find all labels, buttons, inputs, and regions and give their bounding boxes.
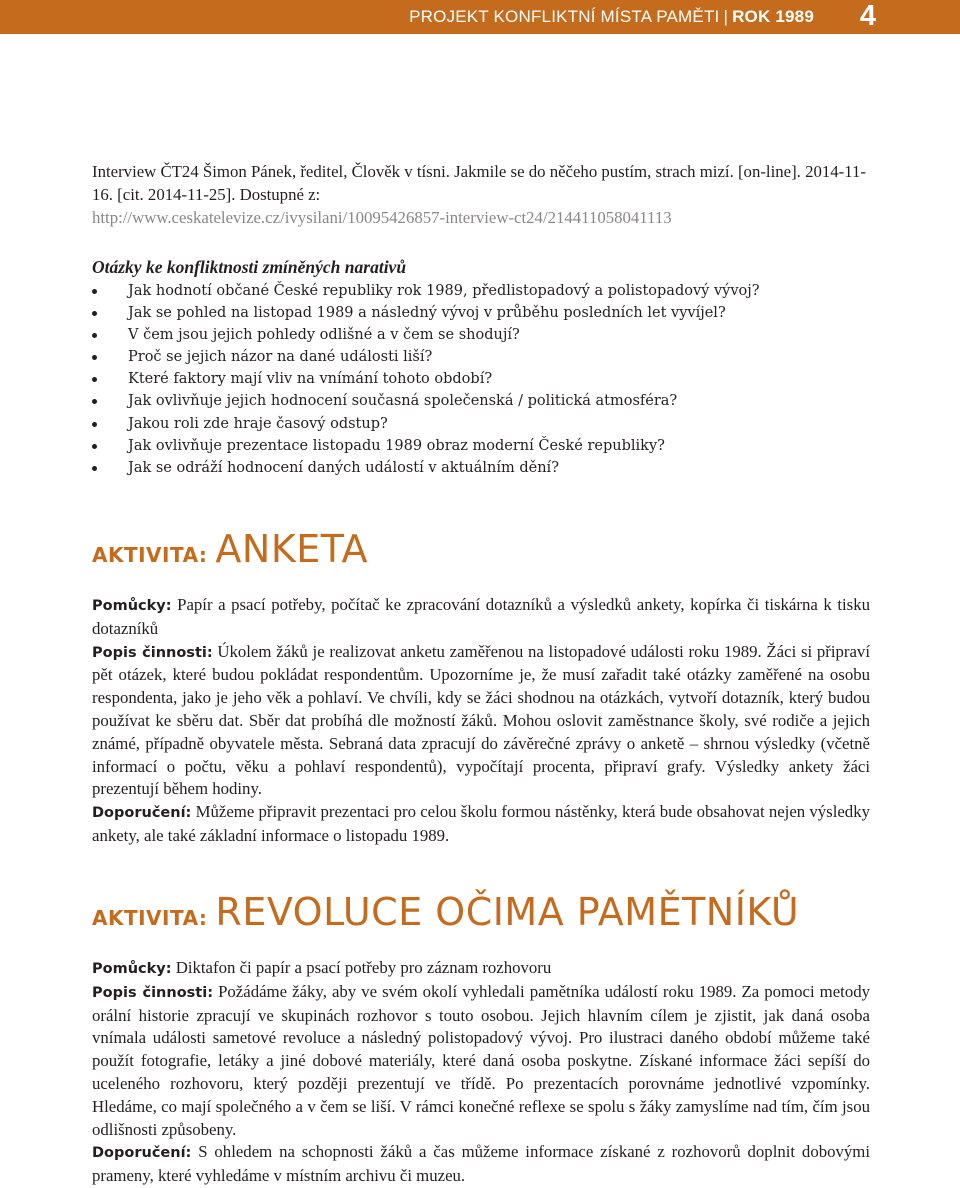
list-item: Jak se odráží hodnocení daných událostí v aktuálním dění? [92,457,870,479]
header-title [409,7,814,27]
activity-revoluce-heading [92,890,799,934]
page-number: 4 [859,0,876,32]
reference-text: Interview ČT24 Šimon Pánek, ředitel, Člověk v tísni. Jakmile se do něčeho pustím, strach mizí. [on-line]. 2014-11-16. [cit. 2014-11-25]. Dostupné z: [92,162,866,204]
doporuceni-text: Můžeme připravit prezentaci pro celou školu formou nástěnky, která bude obsahovat nejen výsledky ankety, ale také základní informace o listopadu 1989. [92,802,870,845]
reference-link[interactable]: http://www.ceskatelevize.cz/ivysilani/10095426857-interview-ct24/214411058041113 [92,208,672,227]
popis-paragraph [92,981,870,1142]
list-item: Které faktory mají vliv na vnímání tohoto období? [92,368,870,390]
reference-citation [92,160,870,229]
doporuceni-text: S ohledem na schopnosti žáků a čas můžeme informace získané z rozhovorů doplnit dobovými prameny, které vyhledáme v místním archivu či muzeu. [92,1142,870,1186]
activity-title: REVOLUCE OČIMA PAMĚTNÍKŮ [215,890,800,934]
page-header [0,0,960,34]
popis-text: Požádáme žáky, aby ve svém okolí vyhledali pamětníka událostí roku 1989. Za pomoci metody orální historie zpracují ve skupinách rozhovor s touto osobou. Jejich hlavním cílem je zjistit, jak daná osoba vnímala události sametové revoluce a následný polistopadový vývoj. Pro ilustraci daného období můžeme také použít fotografie, letáky a jiné dobové materiály, které daná osoba poskytne. Získané informace žáci sepíší do uceleného rozhovoru, který později prezentují ve třídě. Po prezentacích porovnáme jednotlivé vzpomínky. Hledáme, co mají společného a v čem se liší. V rámci konečné reflexe se spolu s žáky zamyslíme nad tím, čím jsou odlišnosti způsobeny. [92,981,871,1139]
header-separator: | [723,7,729,26]
header-year: ROK 1989 [732,7,814,26]
activity-anketa-heading [92,527,368,571]
pomucky-text: Diktafon či papír a psací potřeby pro záznam rozhovoru [175,958,552,977]
list-item: V čem jsou jejich pohledy odlišné a v čem se shodují? [92,324,870,346]
questions-heading: Otázky ke konfliktnosti zmíněných narativů [92,257,407,277]
questions-list [92,280,870,479]
doporuceni-paragraph [92,801,870,848]
activity-revoluce-body [92,957,870,1188]
list-item: Jak se pohled na listopad 1989 a následný vývoj v průběhu posledních let vyvíjel? [92,302,870,324]
list-item: Proč se jejich názor na dané události liší? [92,346,870,368]
doporuceni-paragraph [92,1141,870,1188]
popis-paragraph [92,641,870,802]
popis-label: Popis činnosti: [92,644,213,661]
popis-text: Úkolem žáků je realizovat anketu zaměřenou na listopadové události roku 1989. Žáci si připraví pět otázek, které budou pokládat respondentům. Upozorníme je, že musí zařadit také otázky zaměřené na osobu respondenta, jako je jeho věk a pohlaví. Ve chvíli, kdy se žáci shodnou na otázkách, vytvoří dotazník, který budou používat ke sběru dat. Sběr dat probíhá dle možností žáků. Mohou oslovit zaměstnance školy, své rodiče a jejich známé, případně obyvatele města. Sebraná data zpracují do závěrečné zprávy o anketě – shrnou výsledky (včetně informací o počtu, věku a pohlaví respondentů), vypočítají procenta, připraví grafy. Výsledky ankety žáci prezentují během hodiny. [92,641,870,799]
list-item: Jak ovlivňuje prezentace listopadu 1989 obraz moderní České republiky? [92,435,870,457]
doporuceni-label: Doporučení: [92,1145,192,1162]
header-project-name: PROJEKT KONFLIKTNÍ MÍSTA PAMĚTI [409,7,720,26]
activity-label: AKTIVITA: [92,543,208,567]
pomucky-text: Papír a psací potřeby, počítač ke zpracování dotazníků a výsledků ankety, kopírka či tiskárna k tisku dotazníků [92,595,870,638]
popis-label: Popis činnosti: [92,984,213,1001]
list-item: Jakou roli zde hraje časový odstup? [92,413,870,435]
list-item: Jak ovlivňuje jejich hodnocení současná společenská / politická atmosféra? [92,390,870,412]
activity-label: AKTIVITA: [92,906,208,930]
activity-title: ANKETA [215,527,369,571]
pomucky-paragraph [92,594,870,641]
pomucky-paragraph [92,957,870,981]
list-item: Jak hodnotí občané České republiky rok 1989, předlistopadový a polistopadový vývoj? [92,280,870,302]
pomucky-label: Pomůcky: [92,961,172,977]
main-content [92,160,870,479]
pomucky-label: Pomůcky: [92,598,172,614]
activity-anketa-body [92,594,870,848]
doporuceni-label: Doporučení: [92,805,192,822]
